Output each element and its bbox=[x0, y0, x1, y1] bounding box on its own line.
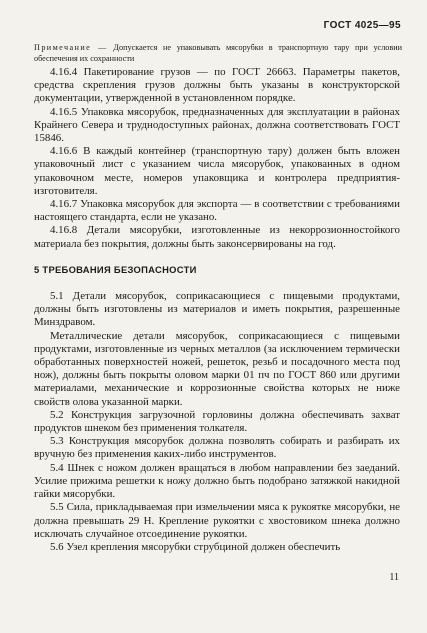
paragraph-5-5: 5.5 Сила, прикладываемая при измельчении мяса к рукоятке мясорубки, не должна превышать 29 Н. Крепление рукоятки с хвостовиком шнека должно исключать случайное отсоединение рукоятки. bbox=[34, 501, 400, 540]
note-block bbox=[34, 43, 402, 64]
paragraph-4-16-5: 4.16.5 Упаковка мясорубок, предназначенных для эксплуатации в районах Крайнего Севера и труднодоступных районах, должна соответствовать ГОСТ 15846. bbox=[34, 105, 400, 145]
section-heading: 5 ТРЕБОВАНИЯ БЕЗОПАСНОСТИ bbox=[34, 263, 197, 275]
note-text: Допускается не упаковывать мясорубки в транспортную тару при условии обеспечения их сохранности bbox=[34, 43, 402, 63]
paragraph-5-2: 5.2 Конструкция загрузочной горловины должна обеспечивать захват продуктов шнеком без применения толкателя. bbox=[34, 408, 400, 435]
paragraph-4-16-6: 4.16.6 В каждый контейнер (транспортную тару) должен быть вложен упаковочный лист с указанием числа мясорубок, упакованных в одном упаковочном месте, номеров упаковщика и контролера предприятия-изготовителя. bbox=[34, 145, 400, 197]
paragraph-5-3: 5.3 Конструкция мясорубок должна позволять собирать и разбирать их вручную без применения каких-либо инструментов. bbox=[34, 435, 400, 461]
paragraph-5-4: 5.4 Шнек с ножом должен вращаться в любом направлении без заеданий. Усилие прижима решетки к ножу должно быть подобрано затяжкой накидной гайки мясорубки. bbox=[34, 461, 400, 501]
paragraph-metal-parts: Металлические детали мясорубок, соприкасающиеся с пищевыми продуктами, изготовленные из черных металлов (за исключением термически обработанных поверхностей ножей, решеток, резьб и посадочного места под нож), должны быть покрыты оловом марки 01 пч по ГОСТ 860 или другими материалами, механические и коррозионные свойства которых не ниже свойств олова указанной марки. bbox=[34, 329, 400, 408]
paragraph-4-16-7: 4.16.7 Упаковка мясорубок для экспорта — в соответствии с требованиями настоящего стандарта, если не указано. bbox=[34, 198, 400, 224]
paragraph-4-16-4: 4.16.4 Пакетирование грузов — по ГОСТ 26663. Параметры пакетов, средства скрепления грузов должны быть указаны в конструкторской документации, утвержденной в установленном порядке. bbox=[34, 66, 400, 105]
paragraph-4-16-8: 4.16.8 Детали мясорубки, изготовленные из некоррозионностойкого материала без покрытия, должны быть законсервированы на год. bbox=[34, 224, 400, 250]
page-number: 11 bbox=[389, 572, 399, 583]
document-header: ГОСТ 4025—95 bbox=[323, 20, 401, 31]
note-label: Примечание — bbox=[34, 43, 108, 52]
paragraph-5-1: 5.1 Детали мясорубок, соприкасающиеся с пищевыми продуктами, должны быть изготовлены из материалов и иметь покрытия, разрешенные Минздравом. bbox=[34, 290, 400, 329]
document-body bbox=[34, 66, 400, 554]
paragraph-5-6: 5.6 Узел крепления мясорубки струбциной должен обеспечить bbox=[50, 540, 341, 553]
